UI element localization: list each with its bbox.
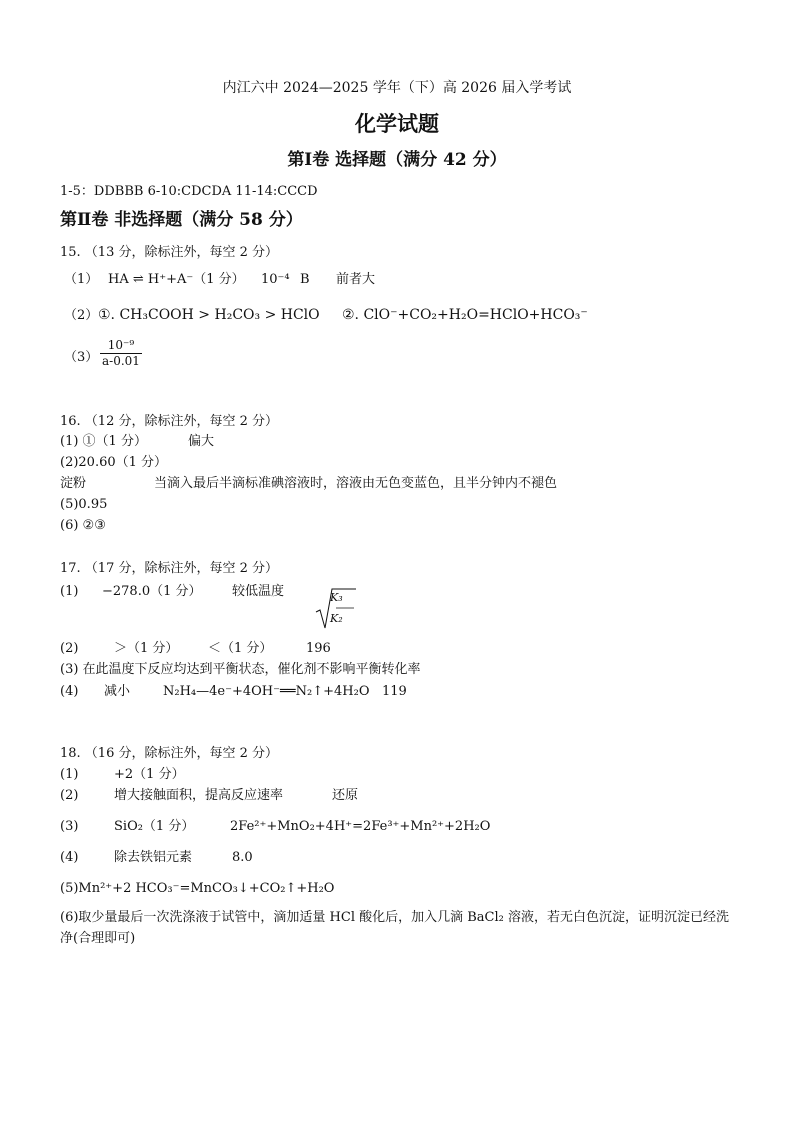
q18-l1-a: (1) [60,767,79,782]
q18-l1-b: +2（1 分） [114,767,185,782]
q15-p2-ionic-equation: ②. ClO⁻+CO₂+H₂O=HClO+HCO₃⁻ [342,307,588,323]
q17-l2-b: ＞（1 分） [114,641,179,656]
q15-heading: 15. （13 分，除标注外，每空 2 分） [60,245,279,260]
q16-l1-b: 偏大 [188,434,215,449]
q18-l3-c: 2Fe²⁺+MnO₂+4H⁺=2Fe³⁺+Mn²⁺+2H₂O [230,819,491,834]
q15-p2-acid-order: ①. CH₃COOH > H₂CO₃ > HClO [98,307,320,323]
school-line: 内江六中 2024—2025 学年（下）高 2026 届入学考试 [222,80,572,96]
q18-l2-a: (2) [60,788,79,803]
q17-k-denominator: K₂ [330,612,343,625]
q15-p1-choice: B [300,272,310,287]
q18-l5: (5)Mn²⁺+2 HCO₃⁻=MnCO₃↓+CO₂↑+H₂O [60,881,335,896]
q17-heading: 17. （17 分，除标注外，每空 2 分） [60,561,279,576]
q15-p3-label: （3） [64,350,99,365]
q15-p3-fraction [100,338,142,369]
q17-l2-a: (2) [60,641,79,656]
q16-l3-a: 淀粉 [60,476,87,491]
q15-p3-denominator: a-0.01 [102,354,140,368]
q15-p2-label: （2） [64,308,99,323]
q17-l1-b: −278.0（1 分） [102,584,202,599]
q17-l4-b: 减小 [104,684,131,699]
q18-l3-b: SiO₂（1 分） [114,819,195,834]
q17-l4-d: 119 [382,684,407,699]
mc-answers: 1-5：DDBBB 6-10:CDCDA 11-14:CCCD [60,184,318,199]
page-title: 化学试题 [355,111,439,136]
q17-l2-d: 196 [306,641,331,656]
q15-p1-label: （1） [64,272,99,287]
q16-l3-b: 当滴入最后半滴标准碘溶液时，溶液由无色变蓝色，且半分钟内不褪色 [154,476,558,491]
q16-l2: (2)20.60（1 分） [60,455,168,470]
part1-heading: 第Ⅰ卷 选择题（满分 42 分） [287,150,507,170]
q17-l1-a: (1) [60,584,79,599]
q15-p1-value: 10⁻⁴ [261,272,290,287]
q18-l2-c: 还原 [332,788,359,803]
q17-l4-c: N₂H₄—4e⁻+4OH⁻══N₂↑+4H₂O [163,684,370,699]
q18-l4-b: 除去铁铝元素 [114,850,193,865]
q18-l3-a: (3) [60,819,79,834]
q17-k-numerator: K₃ [330,591,343,604]
q18-l2-b: 增大接触面积，提高反应速率 [114,788,284,803]
q16-l5: (6) ②③ [60,518,106,533]
q16-l4: (5)0.95 [60,497,108,512]
q18-l4-c: 8.0 [232,850,253,865]
q16-l1-a: (1) ①（1 分） [60,434,147,449]
q17-l4-a: (4) [60,684,79,699]
q17-l1-c: 较低温度 [232,584,285,599]
q17-l2-c: ＜（1 分） [208,641,273,656]
q18-l4-a: (4) [60,850,79,865]
q15-p1-equation: HA ⇌ H⁺+A⁻（1 分） [108,272,245,287]
q15-p1-compare: 前者大 [336,272,376,287]
q18-heading: 18. （16 分，除标注外，每空 2 分） [60,746,279,761]
q17-l3: (3) 在此温度下反应均达到平衡状态，催化剂不影响平衡转化率 [60,662,421,677]
q18-l6: (6)取少量最后一次洗涤液于试管中，滴加适量 HCl 酸化后，加入几滴 BaCl₂ 溶液，若无白色沉淀，证明沉淀已经洗净(合理即可) [60,910,730,946]
part2-heading: 第Ⅱ卷 非选择题（满分 58 分） [60,210,303,230]
q15-p3-numerator: 10⁻⁹ [100,338,142,354]
q16-heading: 16. （12 分，除标注外，每空 2 分） [60,414,279,429]
